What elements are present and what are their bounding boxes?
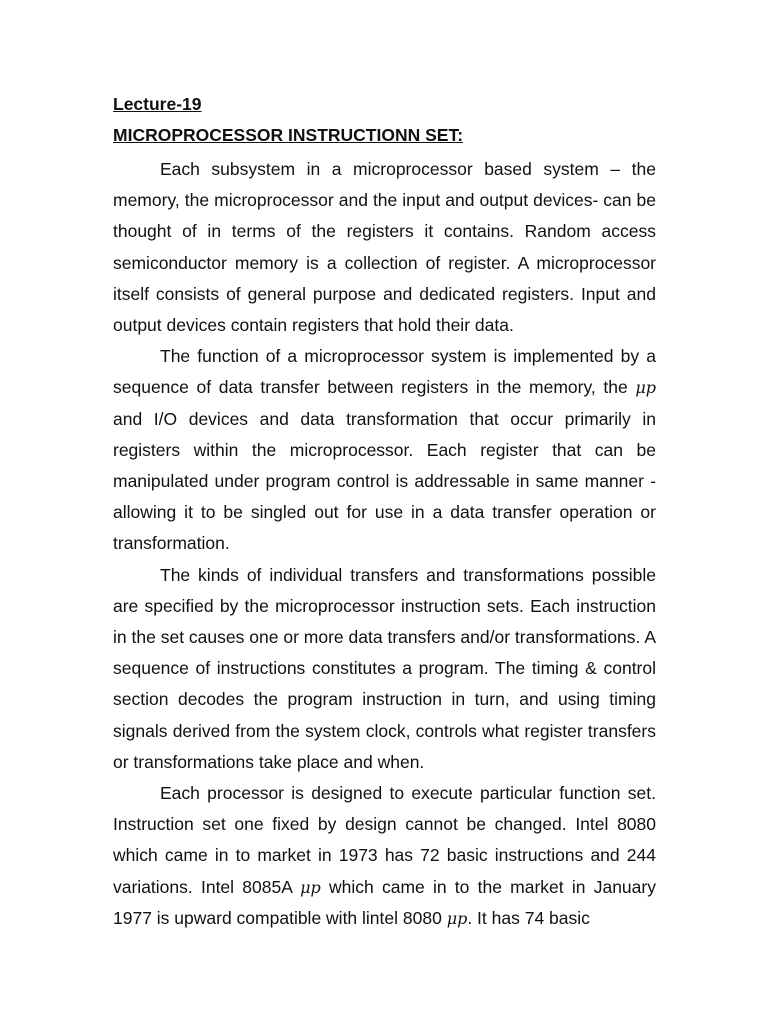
paragraph-function-text-b: and I/O devices and data transformation that occur primarily in registers within the microprocessor. Each register that can be manipulated under program control is addressable in same manner - allowing it to be singled out for use in a data transfer operation or transformation. <box>113 408 656 554</box>
paragraph-processor-text-a: Each processor is designed to execute particular function set. Instruction set one fixed by design cannot be changed. Intel 8080 which came in to market in 1973 has 72 basic instructions and 244 variations. Intel 8085A <box>113 783 656 897</box>
mu-p-symbol: μp <box>300 877 321 897</box>
paragraph-processor <box>113 778 656 934</box>
mu-p-symbol: μp <box>635 378 656 398</box>
lecture-content <box>113 92 656 934</box>
mu-p-symbol: μp <box>446 908 468 928</box>
paragraph-processor-text-c: . It has 74 basic <box>467 907 590 928</box>
paragraph-transfers: The kinds of individual transfers and transformations possible are specified by the microprocessor instruction sets. Each instruction in the set causes one or more data transfers and/or transformations. A sequence of instructions constitutes a program. The timing & control section decodes the program instruction in turn, and using timing signals derived from the system clock, controls what register transfers or transformations take place and when. <box>113 564 656 772</box>
paragraph-processor-text-b: which came in to the market in January 1977 is upward compatible with lintel 8080 <box>113 876 656 928</box>
section-title: MICROPROCESSOR INSTRUCTIONN SET: <box>113 125 464 145</box>
paragraph-function <box>113 341 656 559</box>
paragraph-subsystems: Each subsystem in a microprocessor based system – the memory, the microprocessor and the input and output devices- can be thought of in terms of the registers it contains. Random access semiconductor memory is a collection of register. A microprocessor itself consists of general purpose and dedicated registers. Input and output devices contain registers that hold their data. <box>113 159 656 336</box>
lecture-label: Lecture-19 <box>113 94 202 114</box>
paragraph-function-text-a: The function of a microprocessor system is implemented by a sequence of data transfer between registers in the memory, the <box>113 346 656 398</box>
